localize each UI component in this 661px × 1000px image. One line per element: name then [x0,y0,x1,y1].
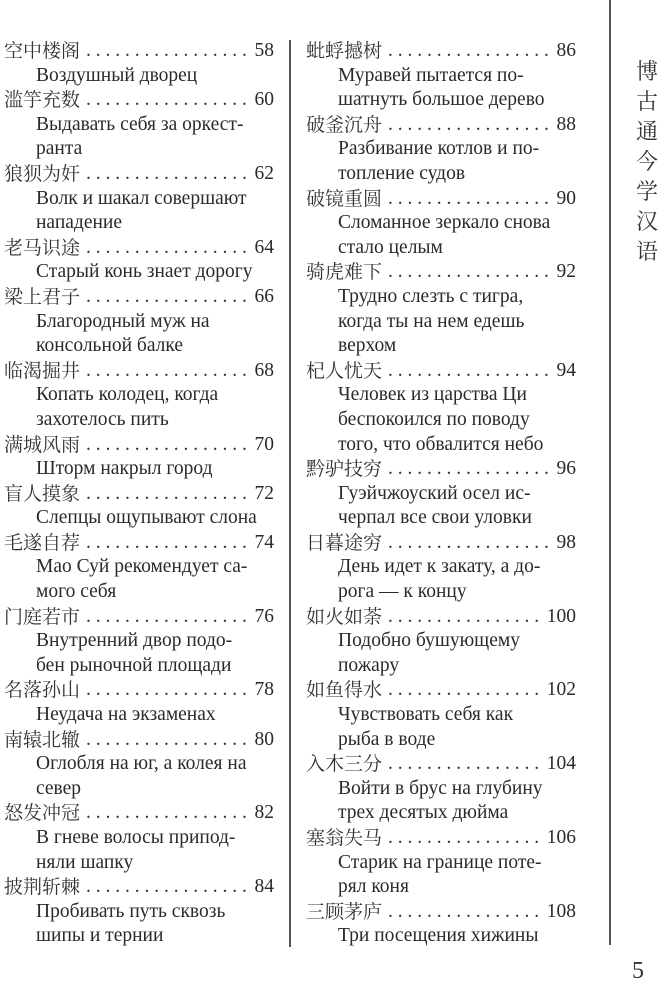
column-divider [289,40,291,947]
dot-leader [382,113,550,138]
idiom-chinese: 入木三分 [306,753,383,776]
toc-entry[interactable] [4,88,274,162]
toc-entry-title[interactable] [4,88,274,113]
page-ref: 98 [556,531,576,553]
dot-leader [80,285,248,310]
dot-leader [80,482,248,507]
dot-leader [80,605,248,630]
toc-entry-title[interactable] [4,482,274,507]
dot-leader [80,39,248,64]
toc-column-left [4,39,274,949]
idiom-chinese: 空中楼阁 [4,40,81,62]
idiom-translation: Разбивание котлов и по- [338,138,540,160]
idiom-chinese: 满城风雨 [4,433,81,456]
page-ref: 78 [254,679,274,701]
idiom-translation: захотелось пить [36,408,169,430]
toc-entry[interactable] [4,236,274,285]
dot-leader [382,752,541,777]
page-ref: 104 [546,753,576,775]
page-number: 5 [632,958,644,984]
dot-leader [382,39,550,64]
toc-entry-title[interactable] [306,359,576,384]
idiom-chinese: 破镜重圆 [306,187,383,210]
idiom-translation: трех десятых дюйма [338,802,509,824]
idiom-chinese: 如鱼得水 [306,679,383,702]
dot-leader [382,900,541,925]
toc-entry[interactable] [4,801,274,875]
idiom-translation: Воздушный дворец [36,64,198,86]
toc-entry[interactable] [306,605,576,679]
running-title: 博古通今学汉语 [635,60,658,265]
idiom-chinese: 杞人忧天 [306,359,383,382]
dot-leader [80,236,248,261]
toc-entry[interactable] [306,457,576,531]
page-ref: 70 [254,433,274,455]
toc-entry[interactable] [306,260,576,358]
idiom-translation: ранта [36,138,83,160]
page-ref: 72 [254,482,274,504]
dot-leader [80,433,248,458]
dot-leader [382,531,550,556]
idiom-translation: шатнуть большое дерево [338,89,545,111]
toc-entry[interactable] [4,433,274,482]
dot-leader [382,826,541,851]
dot-leader [80,678,248,703]
toc-entry[interactable] [4,39,274,88]
idiom-translation: Трудно слезть с тигра, [338,285,524,307]
toc-entry[interactable] [4,162,274,236]
dot-leader [80,88,248,113]
page-ref: 68 [254,359,274,381]
idiom-translation: Три посещения хижины [338,925,539,947]
idiom-translation: беспокоился по поводу [338,408,530,430]
page-ref: 60 [254,89,274,111]
idiom-translation: Муравей пытается по- [338,64,524,86]
toc-entry-title[interactable] [4,433,274,458]
toc-entry-title[interactable] [4,678,274,703]
page-ref: 86 [556,40,576,61]
idiom-translation: Сломанное зеркало снова [338,212,551,234]
idiom-chinese: 日暮途穷 [306,531,383,554]
idiom-chinese: 黔驴技穷 [306,458,383,481]
idiom-translation: рога — к концу [338,581,467,603]
toc-entry[interactable] [4,678,274,727]
page-ref: 96 [556,458,576,480]
toc-entry-title[interactable] [306,187,576,212]
idiom-translation: Внутренний двор подо- [36,630,233,652]
toc-entry-title[interactable] [4,285,274,310]
idiom-chinese: 如火如荼 [306,605,383,628]
toc-entry-title[interactable] [306,457,576,482]
page-ref: 84 [254,876,274,898]
idiom-translation: Шторм накрыл город [36,458,213,480]
idiom-translation: нападение [36,212,123,234]
toc-entry[interactable] [306,826,576,900]
toc-entry[interactable] [4,728,274,802]
toc-entry-title[interactable] [306,113,576,138]
toc-entry-title[interactable] [306,260,576,285]
toc-entry-title[interactable] [4,801,274,826]
idiom-translation: Мао Суй рекомендует са- [36,556,248,578]
page-ref: 58 [254,40,274,61]
page-ref: 76 [254,605,274,627]
idiom-translation: Чувствовать себя как [338,704,514,726]
idiom-translation: Выдавать себя за оркест- [36,113,244,135]
idiom-chinese: 披荆斩棘 [4,876,81,899]
toc-entry[interactable] [4,531,274,605]
idiom-translation: Оглобля на юг, а колея на [36,753,247,775]
toc-entry[interactable] [306,359,576,457]
page-ref: 90 [556,187,576,209]
page-ref: 102 [546,679,576,701]
idiom-chinese: 老马识途 [4,236,81,259]
idiom-translation: Неудача на экзаменах [36,704,216,726]
idiom-translation: консольной балке [36,335,184,357]
toc-entry[interactable] [306,113,576,187]
idiom-translation: Слепцы ощупывают слона [36,507,257,529]
idiom-translation: топление судов [338,162,466,184]
margin-rule [609,0,611,945]
page-ref: 62 [254,162,274,184]
idiom-chinese: 名落孙山 [4,679,81,702]
toc-entry-title[interactable] [4,531,274,556]
idiom-chinese: 梁上君子 [4,285,81,308]
idiom-translation: стало целым [338,236,443,258]
idiom-translation: черпал все свои уловки [338,507,532,529]
page-ref: 108 [546,900,576,922]
page-ref: 92 [556,261,576,283]
page-ref: 100 [546,605,576,627]
toc-entry-title[interactable] [4,728,274,753]
dot-leader [382,457,550,482]
idiom-translation: Благородный муж на [36,310,210,332]
toc-entry-title[interactable] [4,236,274,261]
dot-leader [80,728,248,753]
idiom-chinese: 临渴掘井 [4,359,81,382]
dot-leader [382,678,541,703]
toc-entry[interactable] [4,482,274,531]
idiom-translation: рыба в воде [338,728,436,750]
page-ref: 80 [254,728,274,750]
idiom-translation: бен рыночной площади [36,654,232,676]
toc-entry-title[interactable] [306,39,576,64]
dot-leader [382,605,541,630]
dot-leader [80,801,248,826]
toc-entry-title[interactable] [306,752,576,777]
idiom-translation: того, что обвалится небо [338,433,544,455]
toc-column-right [306,39,576,949]
toc-entry[interactable] [306,752,576,826]
page-ref: 94 [556,359,576,381]
idiom-translation: Гуэйчжоуский осел ис- [338,482,531,504]
toc-entry[interactable] [4,875,274,949]
idiom-translation: когда ты на нем едешь [338,310,525,332]
idiom-translation: север [36,777,82,799]
idiom-chinese: 蚍蜉撼树 [306,40,383,62]
toc-entry[interactable] [306,39,576,113]
idiom-chinese: 滥竽充数 [4,89,81,112]
toc-entry-title[interactable] [4,605,274,630]
idiom-translation: Копать колодец, когда [36,384,219,406]
idiom-translation: шипы и тернии [36,925,164,947]
dot-leader [80,875,248,900]
idiom-translation: Человек из царства Ци [338,384,527,406]
idiom-translation: Старик на границе поте- [338,851,542,873]
page-ref: 82 [254,802,274,824]
idiom-translation: Войти в брус на глубину [338,777,543,799]
idiom-chinese: 塞翁失马 [306,827,383,849]
toc-entry-title[interactable] [4,359,274,384]
toc-entry-title[interactable] [306,678,576,703]
toc-entry[interactable] [4,359,274,433]
idiom-chinese: 门庭若市 [4,605,81,628]
idiom-translation: В гневе волосы припод- [36,827,236,848]
dot-leader [80,359,248,384]
dot-leader [80,531,248,556]
page-ref: 66 [254,285,274,307]
idiom-chinese: 破釜沉舟 [306,113,383,136]
page-ref: 106 [546,827,576,848]
toc-entry-title[interactable] [4,39,274,64]
toc-entry-title[interactable] [306,826,576,851]
dot-leader [80,162,248,187]
toc-entry-title[interactable] [4,875,274,900]
idiom-translation: Старый конь знает дорогу [36,261,253,283]
toc-entry[interactable] [306,900,576,949]
dot-leader [382,260,550,285]
idiom-translation: верхом [338,335,397,357]
toc-entry[interactable] [4,285,274,359]
idiom-translation: рял коня [338,876,409,898]
idiom-translation: няли шапку [36,851,134,873]
toc-entry[interactable] [306,678,576,752]
dot-leader [382,187,550,212]
toc-entry[interactable] [306,187,576,261]
page-ref: 74 [254,531,274,553]
idiom-chinese: 盲人摸象 [4,482,81,505]
idiom-chinese: 怒发冲冠 [4,802,81,825]
idiom-translation: День идет к закату, а до- [338,556,541,578]
idiom-translation: Волк и шакал совершают [36,187,247,209]
toc-entry-title[interactable] [306,531,576,556]
toc-entry[interactable] [306,531,576,605]
idiom-translation: пожару [338,654,400,676]
idiom-translation: Подобно бушующему [338,630,520,652]
toc-entry-title[interactable] [306,605,576,630]
idiom-chinese: 三顾茅庐 [306,900,383,923]
idiom-chinese: 狼狈为奸 [4,162,81,185]
idiom-chinese: 骑虎难下 [306,261,383,284]
idiom-translation: Пробивать путь сквозь [36,900,226,922]
toc-entry-title[interactable] [4,162,274,187]
page-ref: 64 [254,236,274,258]
toc-entry[interactable] [4,605,274,679]
idiom-chinese: 南辕北辙 [4,728,81,751]
dot-leader [382,359,550,384]
idiom-chinese: 毛遂自荐 [4,531,81,554]
page-ref: 88 [556,113,576,135]
toc-entry-title[interactable] [306,900,576,925]
idiom-translation: мого себя [36,581,117,603]
